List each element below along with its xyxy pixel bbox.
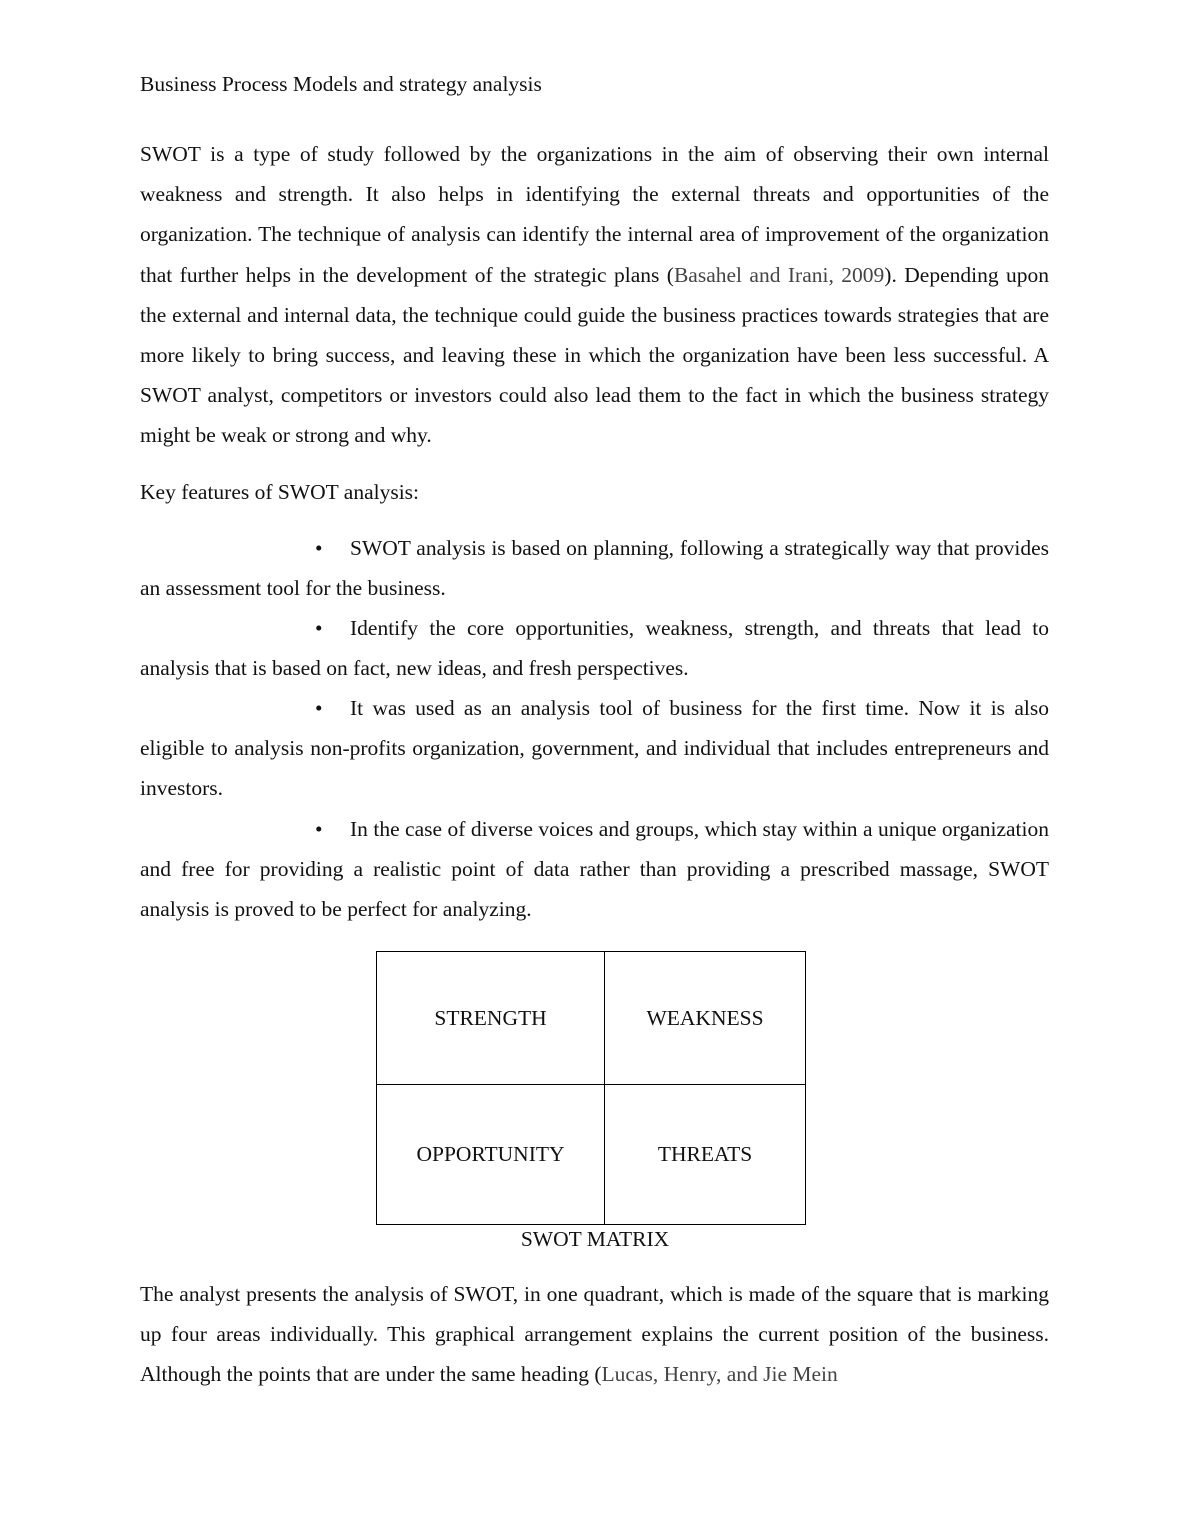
bullet-item-1 [140,528,1049,608]
bullet-icon: • [315,696,323,720]
bullet-text: It was used as an analysis tool of business for the first time. Now it is also eligible to analysis non-profits organization, government, and individual that includes entrepreneurs and investors. [140,696,1049,801]
matrix-caption: SWOT MATRIX [520,1227,670,1251]
matrix-cell-strength: STRENGTH [377,952,605,1085]
intro-paragraph [140,134,1049,456]
page-header: Business Process Models and strategy analysis [140,72,542,96]
closing-paragraph [140,1274,1049,1395]
bullet-item-2 [140,608,1049,688]
bullet-text: SWOT analysis is based on planning, following a strategically way that provides an assessment tool for the business. [140,536,1049,601]
intro-text-1: SWOT is a type of study followed by the organizations in the aim of observing their own internal weakness and strength. It also helps in identifying the external threats and opportunities of the organization. The technique of analysis can identify the internal area of improvement of the organization that further helps in the development of the strategic plans ( [140,142,1049,287]
bullet-item-4 [140,809,1049,930]
bullet-text: Identify the core opportunities, weakness, strength, and threats that lead to analysis that is based on fact, new ideas, and fresh perspectives. [140,616,1049,681]
bullet-icon: • [315,616,323,640]
matrix-cell-weakness: WEAKNESS [605,952,806,1085]
matrix-cell-opportunity: OPPORTUNITY [377,1085,605,1225]
bullet-icon: • [315,817,323,841]
bullet-text: In the case of diverse voices and groups, which stay within a unique organization and free for providing a realistic point of data rather than providing a prescribed massage, SWOT analysis is proved to be perfect for analyzing. [140,817,1049,922]
closing-text: The analyst presents the analysis of SWOT, in one quadrant, which is made of the square that is marking up four areas individually. This graphical arrangement explains the current position of the business. Although the points that are under the same heading ( [140,1282,1049,1387]
closing-citation: Lucas, Henry, and Jie Mein [601,1362,838,1387]
matrix-cell-threats: THREATS [605,1085,806,1225]
intro-citation: Basahel and Irani, 2009 [673,262,885,287]
bullet-icon: • [315,536,323,560]
features-heading: Key features of SWOT analysis: [140,480,420,504]
bullet-item-3 [140,688,1049,809]
swot-matrix [376,951,806,1225]
intro-text-2: ). Depending upon the external and internal data, the technique could guide the business practices towards strategies that are more likely to bring success, and leaving these in which the organization have been less successful. A SWOT analyst, competitors or investors could also lead them to the fact in which the business strategy might be weak or strong and why. [140,262,1050,448]
